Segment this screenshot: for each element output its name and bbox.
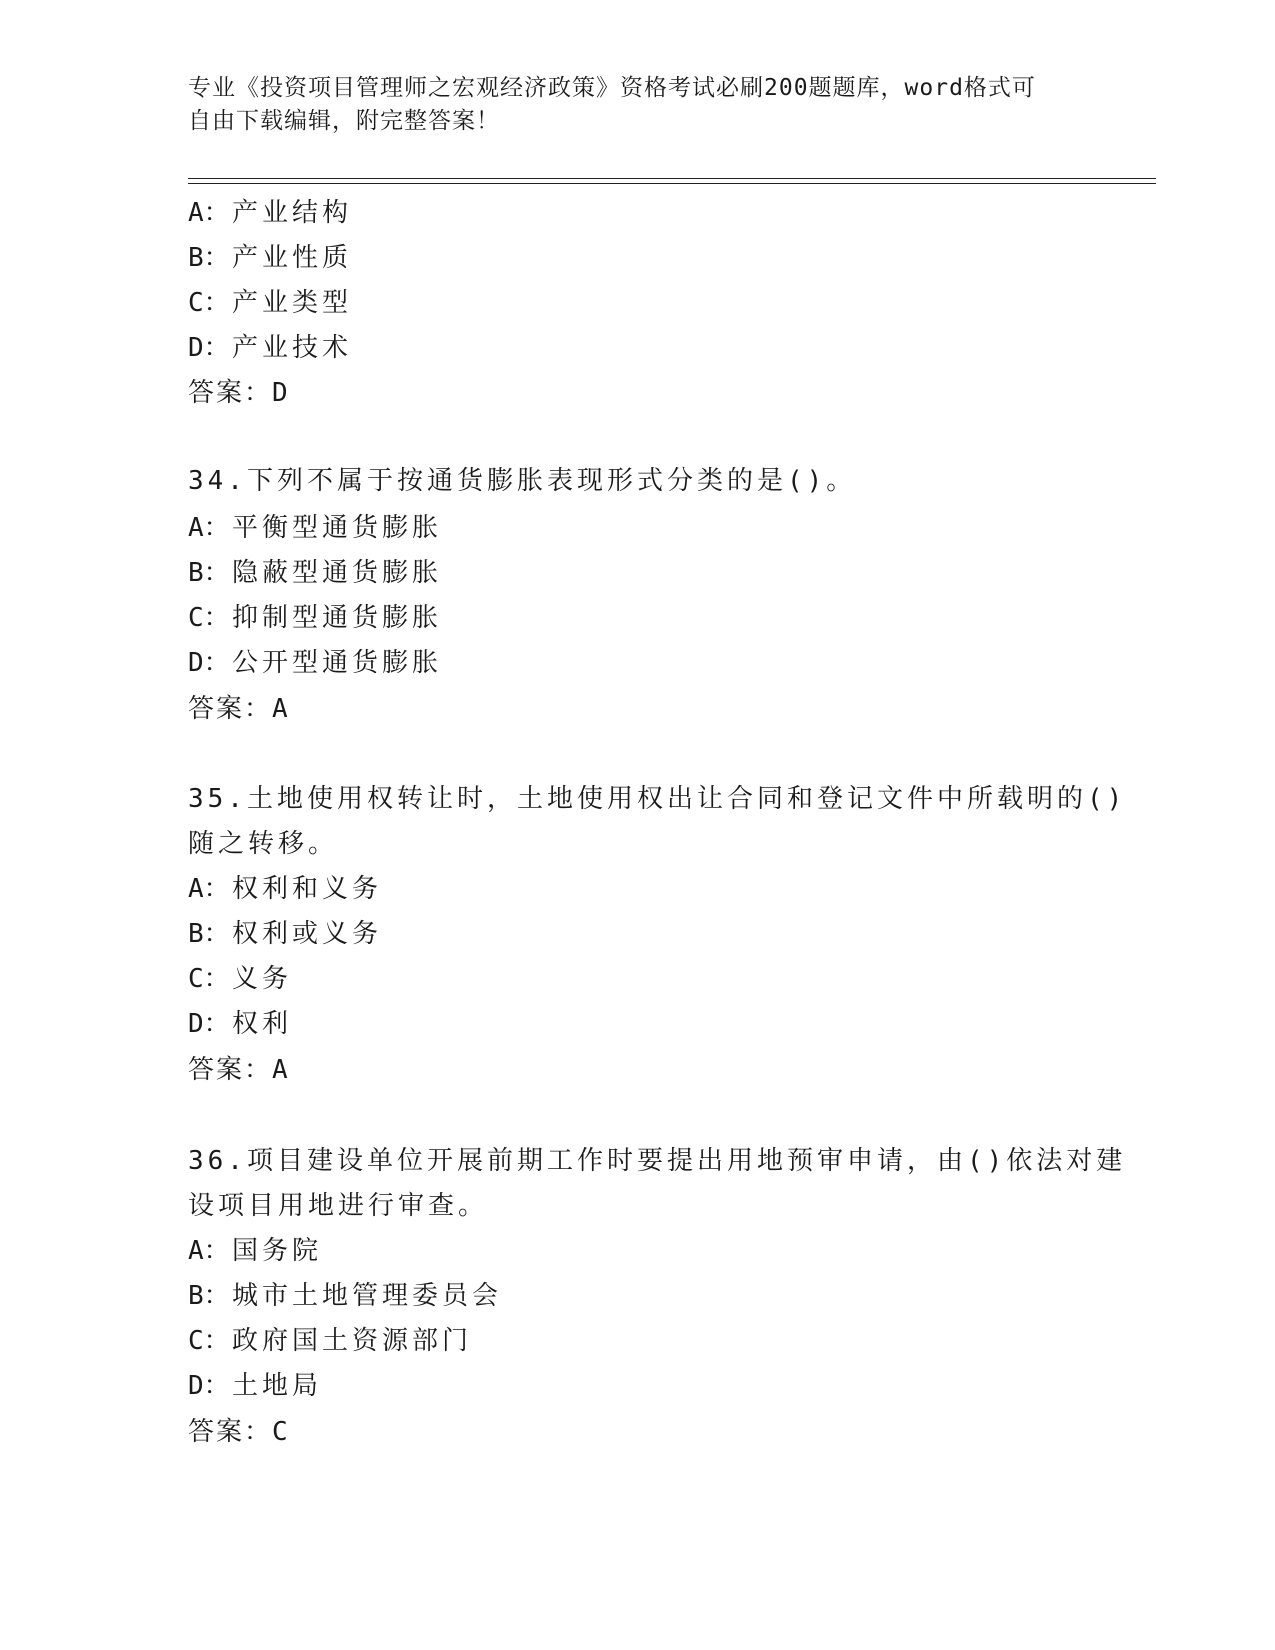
q33-option-d <box>188 331 352 365</box>
q35-stem-line-1: 35.土地使用权转让时，土地使用权出让合同和登记文件中所载明的() <box>188 784 1127 814</box>
option-letter: C： <box>188 288 230 318</box>
q36-option-c <box>188 1324 472 1358</box>
q36-option-b <box>188 1279 502 1313</box>
q34-option-d <box>188 646 442 680</box>
q36-option-d <box>188 1369 322 1403</box>
document-header <box>188 72 1088 138</box>
q33-answer <box>188 376 289 410</box>
option-letter: C： <box>188 964 230 994</box>
option-letter: D： <box>188 648 230 678</box>
q35-answer <box>188 1053 289 1087</box>
option-text: 政府国土资源部门 <box>232 1326 473 1356</box>
answer-label: 答案： <box>188 1055 273 1085</box>
answer-label: 答案： <box>188 694 273 724</box>
option-letter: D： <box>188 1371 230 1401</box>
answer-value: C <box>272 1417 289 1447</box>
q35-option-a <box>188 872 382 906</box>
option-letter: A： <box>188 198 230 228</box>
option-text: 城市土地管理委员会 <box>232 1281 503 1311</box>
q35-option-d <box>188 1007 292 1041</box>
option-text: 隐蔽型通货膨胀 <box>232 558 443 588</box>
option-letter: D： <box>188 1009 230 1039</box>
q36-stem-line-2: 设项目用地进行审查。 <box>188 1191 489 1221</box>
q34-answer <box>188 692 289 726</box>
option-text: 义务 <box>232 964 293 994</box>
q34-option-a <box>188 511 442 545</box>
q36-answer <box>188 1415 289 1449</box>
q35-stem-line-2: 随之转移。 <box>188 829 339 859</box>
q34-stem: 34.下列不属于按通货膨胀表现形式分类的是()。 <box>188 466 857 496</box>
answer-label: 答案： <box>188 378 273 408</box>
option-letter: A： <box>188 874 230 904</box>
answer-value: A <box>272 1055 289 1085</box>
option-letter: B： <box>188 1281 230 1311</box>
option-text: 产业结构 <box>232 198 353 228</box>
q36-option-a <box>188 1234 322 1268</box>
option-text: 公开型通货膨胀 <box>232 648 443 678</box>
q33-option-b <box>188 241 352 275</box>
option-text: 抑制型通货膨胀 <box>232 603 443 633</box>
option-letter: D： <box>188 333 230 363</box>
answer-value: A <box>272 694 289 724</box>
option-text: 国务院 <box>232 1236 323 1266</box>
header-line-1: 专业《投资项目管理师之宏观经济政策》资格考试必刷200题题库，word格式可 <box>188 75 1036 101</box>
option-text: 产业类型 <box>232 288 353 318</box>
answer-value: D <box>272 378 289 408</box>
option-text: 土地局 <box>232 1371 323 1401</box>
answer-label: 答案： <box>188 1417 273 1447</box>
option-letter: B： <box>188 919 230 949</box>
header-divider-bottom <box>188 183 1156 184</box>
q33-option-c <box>188 286 352 320</box>
q33-option-a <box>188 196 352 230</box>
q35-option-b <box>188 917 382 951</box>
option-text: 权利 <box>232 1009 293 1039</box>
q36-stem-line-1: 36.项目建设单位开展前期工作时要提出用地预审申请，由()依法对建 <box>188 1146 1127 1176</box>
header-line-2: 自由下载编辑，附完整答案！ <box>188 108 500 134</box>
option-letter: C： <box>188 603 230 633</box>
option-text: 产业性质 <box>232 243 353 273</box>
q34-option-c <box>188 601 442 635</box>
option-text: 平衡型通货膨胀 <box>232 513 443 543</box>
header-divider-top <box>188 178 1156 179</box>
option-letter: B： <box>188 558 230 588</box>
option-text: 权利和义务 <box>232 874 383 904</box>
option-letter: B： <box>188 243 230 273</box>
option-text: 权利或义务 <box>232 919 383 949</box>
option-letter: A： <box>188 513 230 543</box>
option-letter: A： <box>188 1236 230 1266</box>
option-text: 产业技术 <box>232 333 353 363</box>
q35-option-c <box>188 962 292 996</box>
q34-option-b <box>188 556 442 590</box>
option-letter: C： <box>188 1326 230 1356</box>
